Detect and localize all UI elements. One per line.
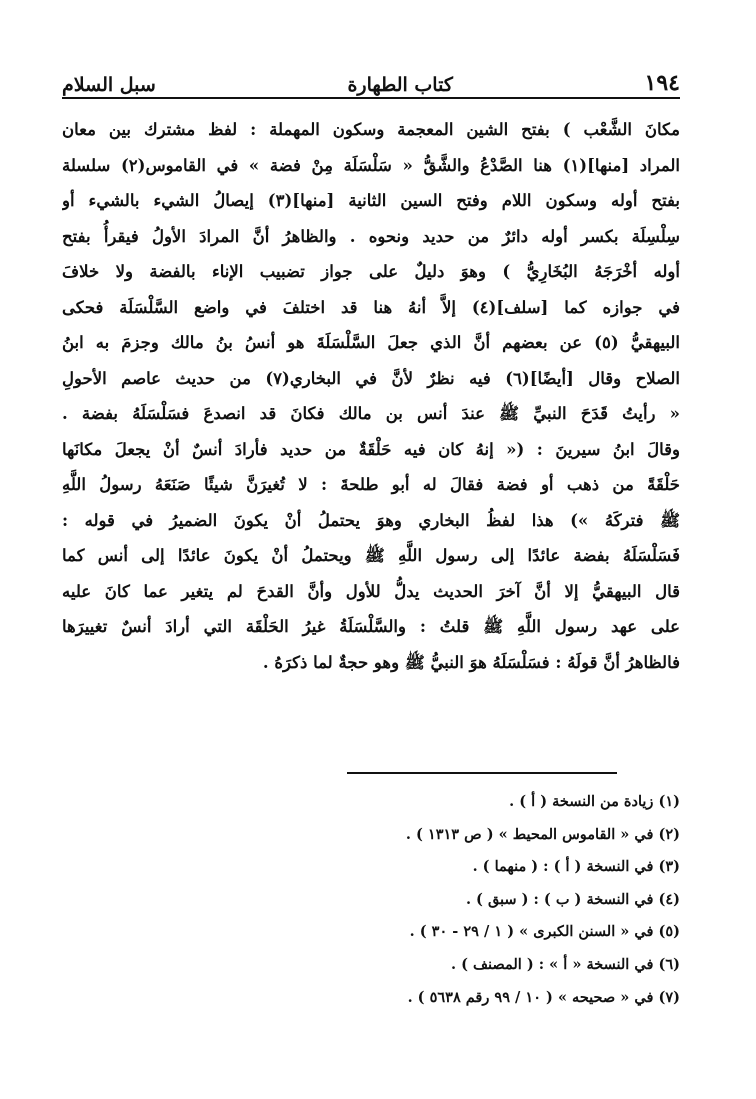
header-rule [62,97,680,99]
text-line: على عهد رسول اللَّهِ ﷺ قلتُ : والسَّلْسَلَةُ غيرُ الحَلْقَة التي أرادَ أنسٌ تغييرَها [62,617,680,636]
text-line: سِلْسِلَة بكسر أوله دائرٌ من حديد ونحوه . والظاهرُ أنَّ المرادَ الأولُ فيقرأُ بفتح [62,226,680,246]
text-line: مكانَ الشَّعْب ) بفتح الشين المعجمة وسكون المهملة : لفظ مشترك بين معان [62,120,680,139]
text-line: المراد [منها](١) هنا الصَّدْعُ والشَّقُّ « سَلْسَلَة مِنْ فضة » في القاموس(٢) سلسلة [62,155,680,175]
footnote-separator [347,772,617,774]
text-line: فالظاهرُ أنَّ قولَهُ : فسَلْسَلَهُ هوَ النبيُّ ﷺ وهو حجةٌ لما ذكرَهُ . [262,652,680,672]
footnote: (٧) في « صحيحه » ( ١٠ / ٩٩ رقم ٥٦٣٨ ) . [407,988,680,1006]
footnote: (٦) في النسخة « أ » : ( المصنف ) . [451,955,680,973]
text-line: في جوازه كما [سلف](٤) إلاَّ أنهُ هنا قد اختلفَ في واضع السَّلْسَلَة فحكى [62,297,680,317]
footnote: (٣) في النسخة ( أ ) : ( منهما ) . [472,858,680,876]
footnote: (٥) في « السنن الكبرى » ( ١ / ٢٩ - ٣٠ ) . [409,923,680,941]
footnotes [62,786,680,1014]
text-line: بفتح أوله وسكون اللام وفتح السين الثانية [منها](٣) إيصالُ الشيء بالشيء أو [62,191,680,210]
text-line: البيهقيُّ (٥) عن بعضهم أنَّ الذي جعلَ السَّلْسَلَةَ هو أنسُ بنُ مالك وجزمَ به ابنُ [62,333,680,352]
text-line: فَسَلْسَلَهُ بفضة عائدًا إلى رسول اللَّهِ ﷺ ويحتملُ أنْ يكونَ عائدًا إلى أنس كما [62,546,680,565]
page-number: ١٩٤ [644,70,680,96]
book-title: سبل السلام [62,74,156,96]
text-line: أوله أخْرَجَهُ البُخَارِيُّ ) وهوَ دليلٌ على جواز تضبيب الإناء بالفضة ولا خلافَ [62,262,680,281]
footnote: (٢) في « القاموس المحيط » ( ص ١٣١٣ ) . [405,825,680,843]
text-line: الصلاح وقال [أيضًا](٦) فيه نظرٌ لأنَّ في البخاري(٧) من حديث عاصم الأحولِ [62,368,680,388]
text-line: وقالَ ابنُ سيرينَ : (« إنهُ كان فيه حَلْقَةٌ من حديد فأرادَ أنسٌ أنْ يجعلَ مكانَها [62,439,680,459]
chapter-title: كتاب الطهارة [347,74,453,96]
text-line: قال البيهقيُّ إلا أنَّ آخرَ الحديث يدلُّ للأول وأنَّ القدحَ لم يتغير عما كانَ عليه [62,581,680,601]
footnote: (١) زيادة من النسخة ( أ ) . [509,793,680,810]
text-line: حَلْقَةً من ذهب أو فضة فقالَ له أبو طلحةَ : لا تُغيرَنَّ شيئًا صَنَعَهُ رسولُ اللَّهِ [62,475,680,494]
text-line: « رأيتُ قَدَحَ النبيِّ ﷺ عندَ أنس بن مالك فكانَ قد انصدعَ فسَلْسَلَهُ بفضة . [62,404,680,423]
page-header [62,56,680,96]
footnote: (٤) في النسخة ( ب ) : ( سبق ) . [465,890,680,908]
main-text [62,112,680,680]
text-line: ﷺ فتركَهُ ») هذا لفظُ البخاري وهوَ يحتملُ أنْ يكونَ الضميرُ في قوله : [62,510,680,530]
